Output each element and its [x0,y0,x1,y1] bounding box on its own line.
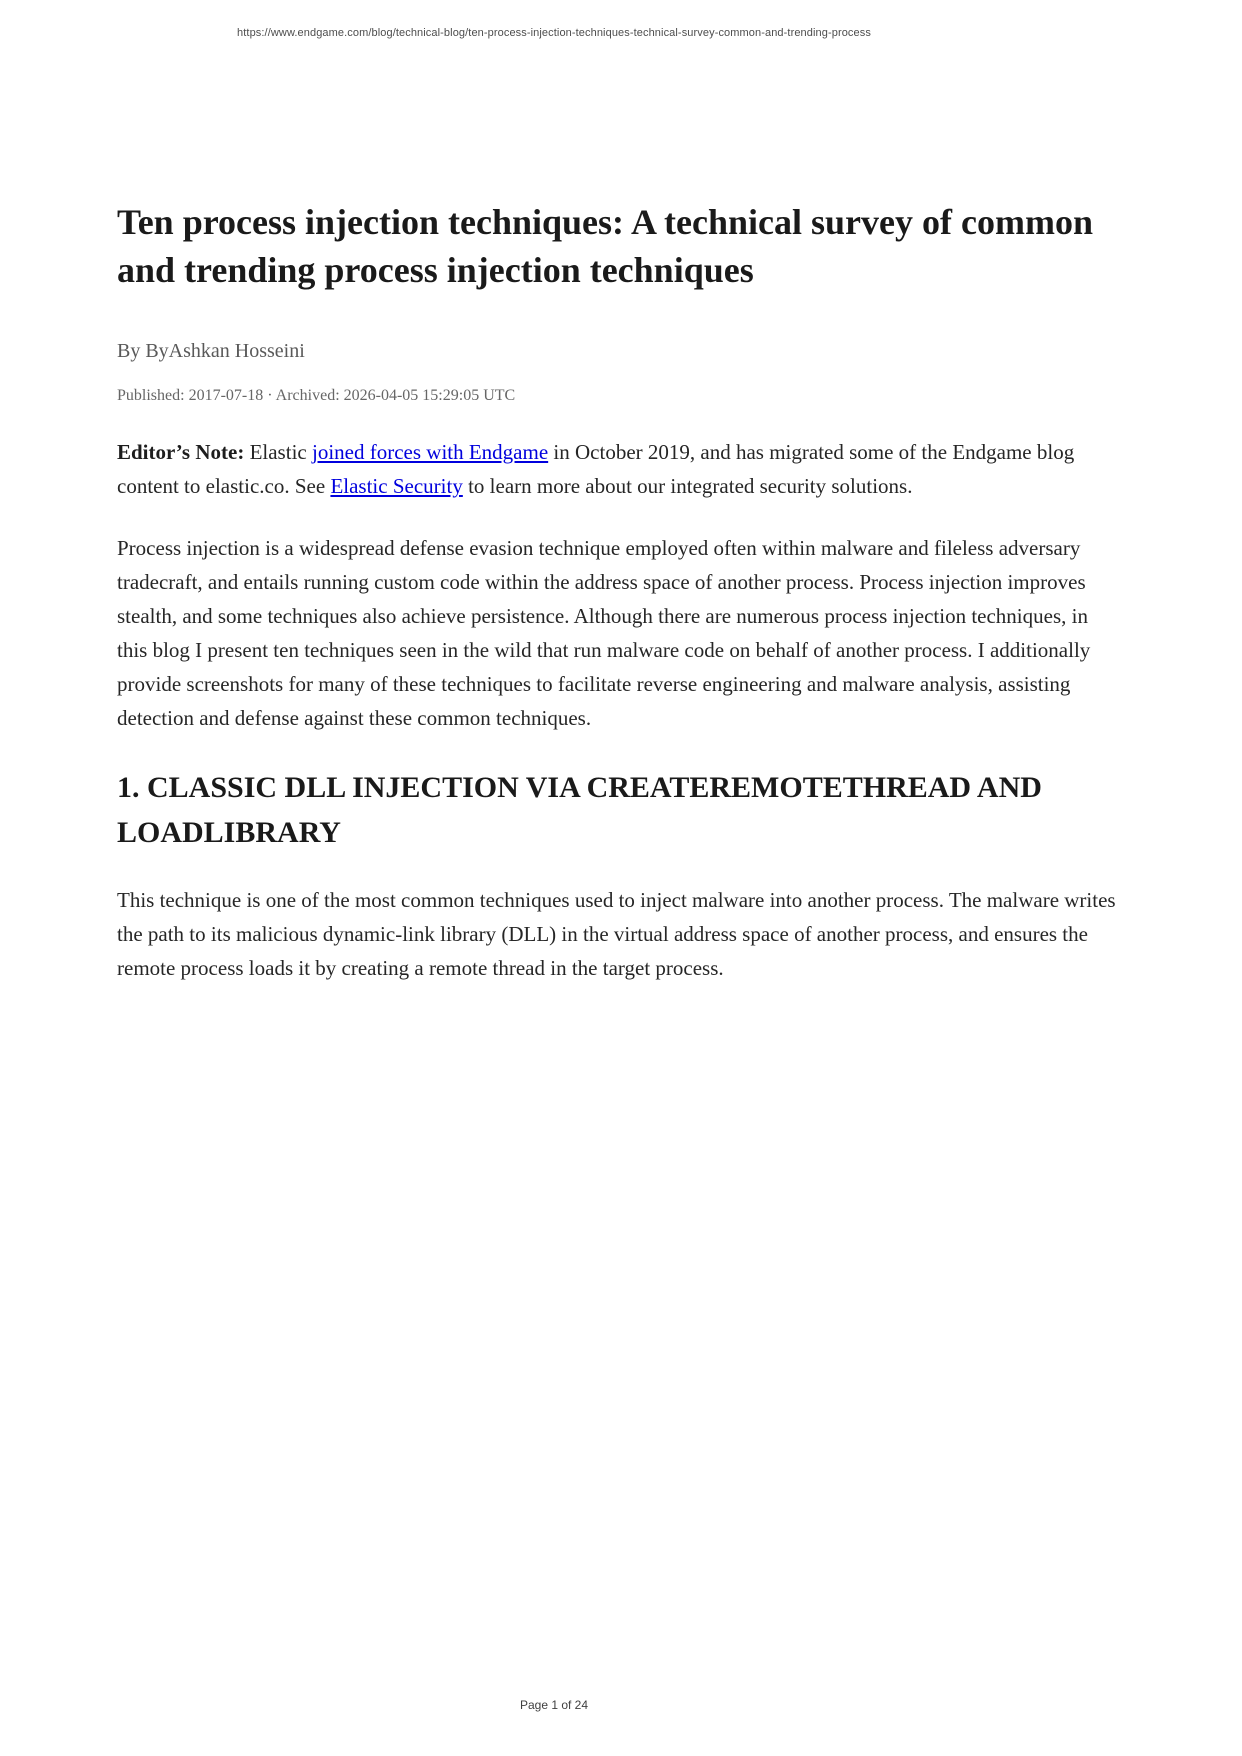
page-number-footer: Page 1 of 24 [519,1698,589,1712]
page-title: Ten process injection techniques: A technical survey of common and trending process injection techniques [117,202,1093,290]
published-archived-line: Published: 2017-07-18 · Archived: 2026-04-05 15:29:05 UTC [117,387,516,404]
author-byline: By ByAshkan Hosseini [117,340,305,362]
section-1-heading: 1. CLASSIC DLL INJECTION VIA CREATEREMOTETHREAD AND LOADLIBRARY [117,771,1042,849]
elastic-security-link[interactable]: Elastic Security [330,474,463,498]
editor-note-text: to learn more about our integrated security solutions. [462,474,913,498]
article-body [117,0,1117,985]
joined-forces-link[interactable]: joined forces with Endgame [311,440,549,464]
section-1-paragraph: This technique is one of the most common techniques used to inject malware into another process. The malware writes the path to its malicious dynamic-link library (DLL) in the virtual address space of another process, and ensures the remote process loads it by creating a remote thread in the target process. [117,888,1116,980]
intro-paragraph: Process injection is a widespread defense evasion technique employed often within malware and fileless adversary tradecraft, and entails running custom code within the address space of another process. Process injection improves stealth, and some techniques also achieve persistence. Although there are numerous process injection techniques, in this blog I present ten techniques seen in the wild that run malware code on behalf of another process. I additionally provide screenshots for many of these techniques to facilitate reverse engineering and malware analysis, assisting detection and defense against these common techniques. [117,536,1091,730]
editor-note-label: Editor’s Note: [117,440,245,464]
editor-note-paragraph [117,435,1117,503]
archived-url-header: https://www.endgame.com/blog/technical-blog/ten-process-injection-techniques-technical-survey-common-and-trending-process [237,27,871,39]
editor-note-text: Elastic [244,440,312,464]
editor-note-text: in October 2019, and has migrated some of the Endgame blog content to elastic.co. See [117,440,1075,498]
